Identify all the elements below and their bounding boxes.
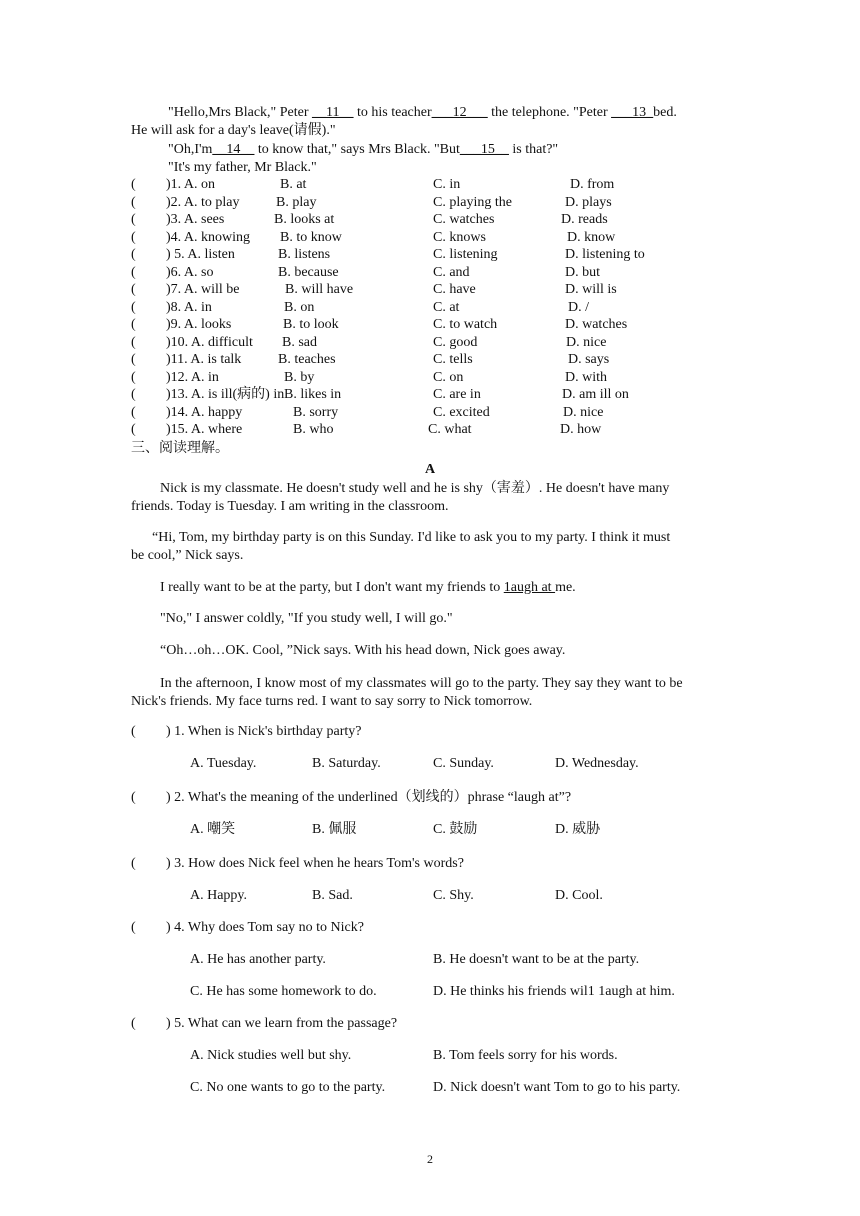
answer-option: D. He thinks his friends wil1 1augh at him. — [433, 984, 675, 999]
option-b: B. play — [276, 194, 317, 210]
cloze-paragraph-2: "Oh,I'm__14__ to know that," says Mrs Black. "But___15__ is that?" — [168, 142, 559, 157]
blank-13: ___13_ — [611, 105, 654, 120]
answer-paren: ( — [131, 317, 136, 332]
option-d: D. how — [560, 422, 602, 437]
answer-paren: ( — [131, 282, 136, 297]
answer-paren: ( — [131, 856, 136, 871]
option-b: B. listens — [278, 247, 331, 262]
cloze-option-row — [0, 229, 860, 247]
option-d: D. will is — [565, 282, 617, 297]
blank-12: ___12___ — [431, 105, 488, 120]
option-b: B. because — [278, 264, 339, 280]
cloze-option-row — [0, 369, 860, 387]
underlined-phrase: 1augh at — [503, 580, 556, 595]
answer-option: B. Sad. — [312, 888, 353, 903]
passage-paragraph-1: Nick is my classmate. He doesn't study well and he is shy（害羞）. He doesn't have many — [160, 481, 670, 496]
answer-option: C. He has some homework to do. — [190, 984, 377, 999]
cloze-option-row — [0, 421, 860, 439]
question-text: ) 3. How does Nick feel when he hears Tom's words? — [166, 856, 464, 871]
cloze-option-row — [0, 386, 860, 404]
option-b: B. sorry — [293, 404, 339, 420]
question-options-row — [0, 821, 860, 839]
answer-paren: ( — [131, 920, 136, 935]
answer-option: A. Tuesday. — [190, 756, 257, 771]
option-d: D. says — [568, 352, 610, 367]
cloze-paragraph-3: "It's my father, Mr Black." — [168, 160, 317, 175]
question-options-row — [0, 983, 860, 1001]
question-options-row — [0, 1079, 860, 1097]
passage-paragraph-2-line-2: be cool,” Nick says. — [131, 548, 244, 563]
option-b: B. looks at — [274, 212, 335, 227]
question-options-row — [0, 1047, 860, 1065]
option-b: B. who — [293, 422, 334, 437]
cloze-option-row — [0, 194, 860, 212]
answer-paren: ( — [131, 247, 136, 262]
answer-option: B. Tom feels sorry for his words. — [433, 1048, 618, 1063]
answer-paren: ( — [131, 177, 136, 192]
option-d: D. listening to — [565, 247, 645, 262]
answer-paren: ( — [131, 790, 136, 805]
cloze-paragraph-1-line-2: He will ask for a day's leave(请假)." — [131, 123, 336, 138]
section-heading: 三、阅读理解。 — [131, 441, 229, 456]
option-b: B. likes in — [284, 387, 342, 402]
question-text: ) 4. Why does Tom say no to Nick? — [166, 920, 364, 935]
answer-paren: ( — [131, 212, 136, 227]
question-option-a: )3. A. sees — [166, 212, 225, 227]
cloze-option-row — [0, 299, 860, 317]
cloze-option-row — [0, 351, 860, 369]
passage-paragraph-6: In the afternoon, I know most of my classmates will go to the party. They say they want to be — [160, 676, 683, 691]
answer-paren: ( — [131, 387, 136, 402]
reading-question — [0, 723, 860, 741]
answer-option: D. Wednesday. — [555, 756, 639, 771]
answer-paren: ( — [131, 369, 136, 385]
option-c: C. to watch — [433, 317, 498, 332]
option-d: D. but — [565, 264, 600, 280]
answer-option: C. No one wants to go to the party. — [190, 1080, 386, 1095]
answer-option: D. 威胁 — [555, 822, 601, 837]
option-b: B. to know — [280, 229, 342, 245]
question-text: ) 5. What can we learn from the passage? — [166, 1016, 398, 1031]
answer-paren: ( — [131, 264, 136, 280]
question-option-a: )4. A. knowing — [166, 229, 250, 245]
passage-paragraph-1-line-2: friends. Today is Tuesday. I am writing in the classroom. — [131, 499, 449, 514]
blank-15: ___15__ — [459, 142, 509, 157]
option-b: B. sad — [282, 334, 317, 350]
answer-option: A. Nick studies well but shy. — [190, 1048, 352, 1063]
question-option-a: )10. A. difficult — [166, 334, 253, 350]
question-option-a: )7. A. will be — [166, 282, 240, 297]
question-options-row — [0, 755, 860, 773]
option-d: D. nice — [563, 404, 604, 420]
option-c: C. listening — [433, 247, 498, 262]
answer-paren: ( — [131, 299, 136, 315]
answer-option: C. Sunday. — [433, 756, 494, 771]
question-option-a: )1. A. on — [166, 177, 215, 192]
option-d: D. plays — [565, 194, 612, 210]
cloze-option-row — [0, 176, 860, 194]
passage-title: A — [424, 462, 436, 477]
option-c: C. have — [433, 282, 476, 297]
passage-paragraph-3: I really want to be at the party, but I don't want my friends to 1augh at me. — [160, 580, 576, 595]
cloze-option-row — [0, 334, 860, 352]
cloze-option-row — [0, 316, 860, 334]
answer-paren: ( — [131, 422, 136, 437]
passage-paragraph-5: “Oh…oh…OK. Cool, ”Nick says. With his head down, Nick goes away. — [160, 643, 566, 658]
answer-option: B. 佩服 — [312, 822, 357, 837]
question-option-a: )11. A. is talk — [166, 352, 242, 367]
answer-option: B. Saturday. — [312, 756, 381, 771]
option-d: D. watches — [565, 317, 628, 332]
option-c: C. watches — [433, 212, 495, 227]
option-c: C. in — [433, 177, 461, 192]
blank-14: __14__ — [212, 142, 255, 157]
cloze-option-row — [0, 264, 860, 282]
question-option-a: )14. A. happy — [166, 404, 243, 420]
option-d: D. from — [570, 177, 615, 192]
answer-paren: ( — [131, 724, 136, 739]
option-d: D. am ill on — [562, 387, 629, 402]
option-d: D. with — [565, 369, 607, 385]
option-c: C. what — [428, 422, 472, 437]
passage-paragraph-4: "No," I answer coldly, "If you study well, I will go." — [160, 611, 453, 626]
question-option-a: )13. A. is ill(病的) in — [166, 387, 285, 402]
blank-11: __11__ — [312, 105, 354, 120]
option-b: B. on — [284, 299, 315, 315]
option-d: D. know — [567, 229, 616, 245]
option-b: B. at — [280, 177, 307, 192]
answer-option: A. He has another party. — [190, 952, 326, 967]
option-b: B. will have — [285, 282, 354, 297]
option-d: D. nice — [566, 334, 607, 350]
reading-question — [0, 1015, 860, 1033]
option-c: C. excited — [433, 404, 490, 420]
answer-paren: ( — [131, 194, 136, 210]
question-option-a: )9. A. looks — [166, 317, 232, 332]
answer-paren: ( — [131, 404, 136, 420]
answer-paren: ( — [131, 1016, 136, 1031]
answer-option: D. Nick doesn't want Tom to go to his party. — [433, 1080, 681, 1095]
answer-option: C. 鼓励 — [433, 822, 478, 837]
answer-option: A. Happy. — [190, 888, 248, 903]
option-c: C. are in — [433, 387, 481, 402]
answer-paren: ( — [131, 334, 136, 350]
option-b: B. to look — [283, 317, 339, 332]
question-options-row — [0, 951, 860, 969]
question-option-a: )8. A. in — [166, 299, 212, 315]
answer-option: B. He doesn't want to be at the party. — [433, 952, 640, 967]
question-text: ) 2. What's the meaning of the underlined（划线的）phrase “laugh at”? — [166, 790, 572, 805]
option-c: C. knows — [433, 229, 486, 245]
option-d: D. reads — [561, 212, 608, 227]
cloze-option-row — [0, 246, 860, 264]
cloze-option-row — [0, 404, 860, 422]
question-option-a: )2. A. to play — [166, 194, 240, 210]
option-c: C. good — [433, 334, 478, 350]
answer-option: D. Cool. — [555, 888, 603, 903]
reading-question — [0, 855, 860, 873]
option-c: C. tells — [433, 352, 473, 367]
question-option-a: ) 5. A. listen — [166, 247, 235, 262]
answer-paren: ( — [131, 229, 136, 245]
answer-option: A. 嘲笑 — [190, 822, 236, 837]
option-c: C. and — [433, 264, 470, 280]
reading-question — [0, 919, 860, 937]
option-c: C. playing the — [433, 194, 512, 210]
question-text: ) 1. When is Nick's birthday party? — [166, 724, 362, 739]
cloze-option-row — [0, 211, 860, 229]
passage-paragraph-6-line-2: Nick's friends. My face turns red. I want to say sorry to Nick tomorrow. — [131, 694, 533, 709]
option-b: B. by — [284, 369, 315, 385]
answer-paren: ( — [131, 352, 136, 367]
reading-question — [0, 789, 860, 807]
page-number: 2 — [427, 1152, 433, 1166]
question-option-a: )15. A. where — [166, 422, 243, 437]
question-option-a: )12. A. in — [166, 369, 219, 385]
option-b: B. teaches — [278, 352, 336, 367]
option-d: D. / — [568, 299, 589, 315]
cloze-option-row — [0, 281, 860, 299]
cloze-paragraph-1: "Hello,Mrs Black," Peter __11__ to his teacher___12___ the telephone. "Peter ___13_bed. — [168, 105, 677, 120]
passage-paragraph-2: “Hi, Tom, my birthday party is on this Sunday. I'd like to ask you to my party. I think it must — [152, 530, 671, 545]
question-option-a: )6. A. so — [166, 264, 214, 280]
option-c: C. at — [433, 299, 460, 315]
option-c: C. on — [433, 369, 464, 385]
question-options-row — [0, 887, 860, 905]
answer-option: C. Shy. — [433, 888, 474, 903]
